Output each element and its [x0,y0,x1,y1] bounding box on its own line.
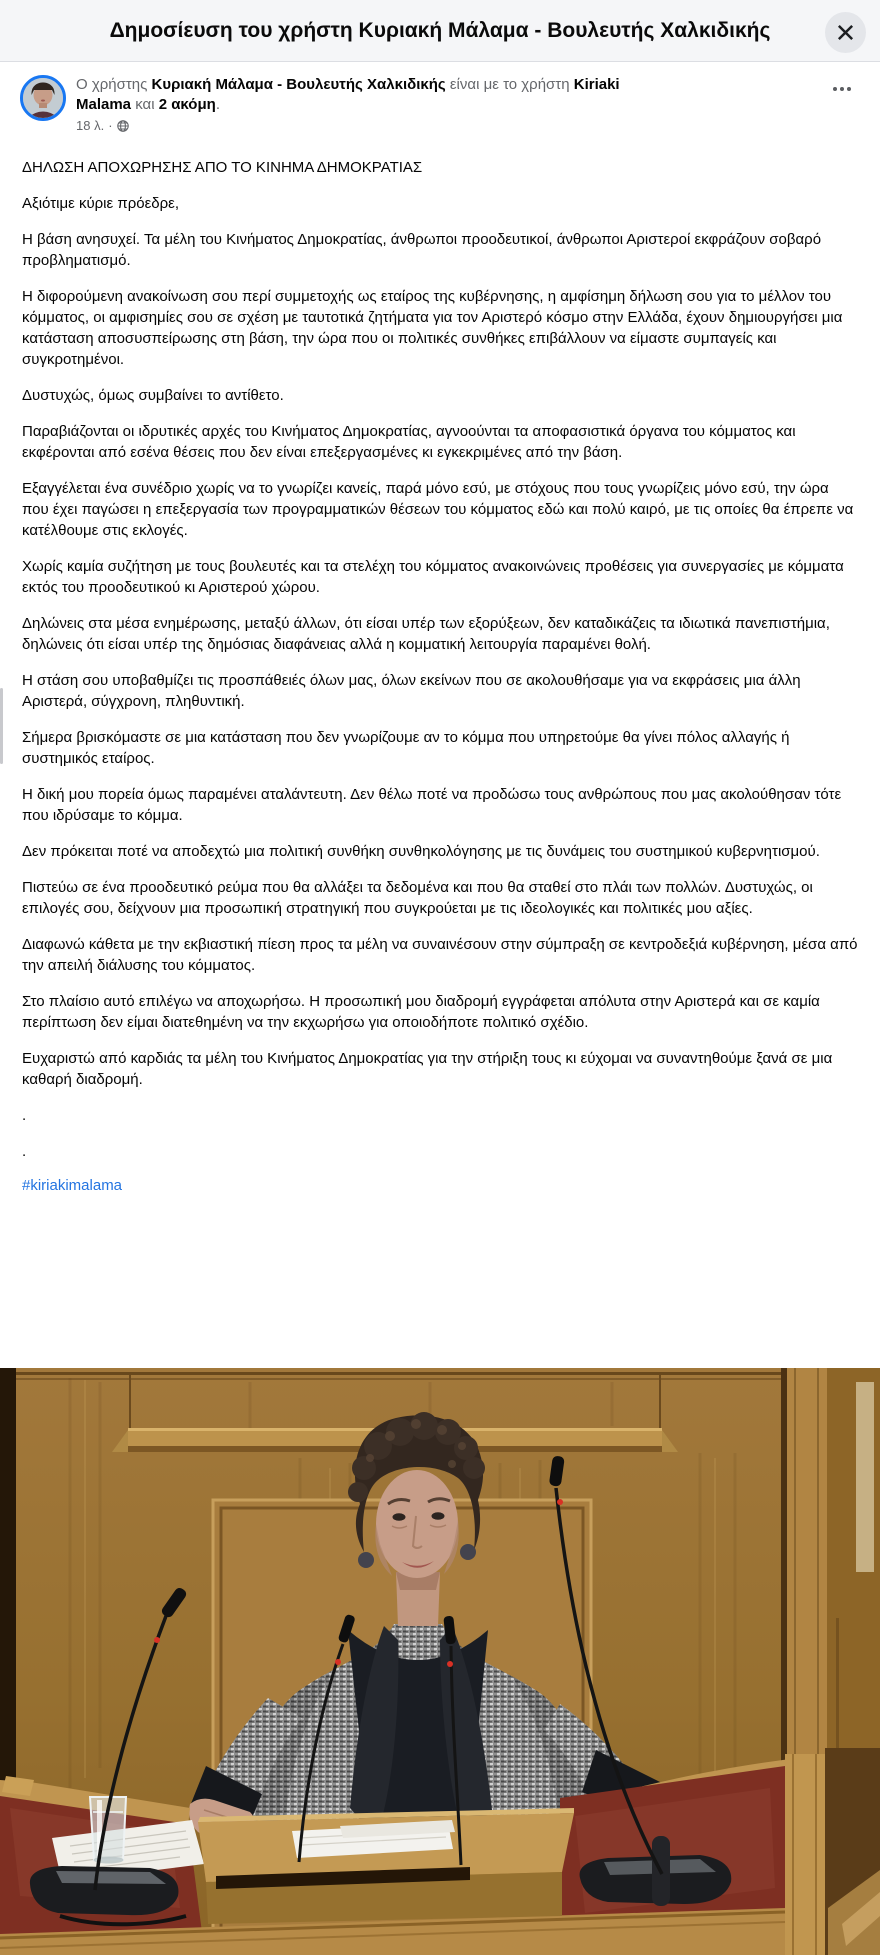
post-paragraph: ΔΗΛΩΣΗ ΑΠΟΧΩΡΗΣΗΣ ΑΠΟ ΤΟ ΚΙΝΗΜΑ ΔΗΜΟΚΡΑΤΙΑΣ [22,159,423,176]
post-paragraph: Δεν πρόκειται ποτέ να αποδεχτώ μια πολιτική συνθήκη συνθηκολόγησης με τις δυνάμεις του συστημικού κυβερνητισμού. [22,843,820,860]
timestamp-link[interactable]: 18 λ. [76,118,105,133]
byline [76,75,676,115]
byline-block [76,75,824,133]
avatar[interactable] [20,75,66,121]
post-paragraph: Η δική μου πορεία όμως παραμένει αταλάντευτη. Δεν θέλω ποτέ να προδώσω τους ανθρώπους που μας ακολούθησαν τότε που ιδρύσαμε το κόμμα. [22,786,842,824]
post-paragraph: Η διφορούμενη ανακοίνωση σου περί συμμετοχής ως εταίρος της κυβέρνησης, η αμφίσημη δήλωση σου για το μέλλον του κόμματος, οι αμφισημίες σου σε σχέση με ταυτοτικά ζητήματα για τον Αριστερό κόσμο στην Ελλάδα, έχουν δημιουργήσει μια κατάσταση αποσυσπείρωσης στη βάση, την ώρα που οι πολιτικές συνθήκες επιβάλλουν να είμαστε συμπαγείς και συγκροτημένοι. [22,288,843,368]
post-paragraph: Παραβιάζονται οι ιδρυτικές αρχές του Κινήματος Δημοκρατίας, αγνοούνται τα αποφασιστικά όργανα του κόμματος και εκφέρονται από εσένα θέσεις που δεν είναι επεξεργασμένες κι εγκεκριμένες από την βάση. [22,423,796,461]
tagged-user-link[interactable]: Kiriaki Malama [76,76,620,113]
avatar-image [23,78,63,118]
post-text [0,133,880,1208]
byline-prefix: Ο χρήστης [76,76,148,93]
byline-period: . [215,96,220,113]
post-paragraph: Ευχαριστώ από καρδιάς τα μέλη του Κινήματος Δημοκρατίας για την στήριξη τους κι εύχομαι να συναντηθούμε ξανά σε μια καθαρή διαδρομή. [22,1050,833,1088]
post-paragraph: Διαφωνώ κάθετα με την εκβιαστική πίεση προς τα μέλη να συναινέσουν στην σύμπραξη σε κεντροδεξιά κυβέρνηση, μέσα από την απειλή διάλυσης του κόμματος. [22,936,858,974]
modal-header [0,0,880,62]
post-paragraph: Η στάση σου υποβαθμίζει τις προσπάθειές όλων μας, όλων εκείνων που σε ακολουθήσαμε για να εκφράσεις μια άλλη Αριστερά, σύγχρονη, πληθυντική. [22,672,801,710]
author-link[interactable]: Κυριακή Μάλαμα - Βουλευτής Χαλκιδικής [151,76,446,93]
close-icon [836,23,855,42]
more-options-button[interactable] [824,75,860,103]
post-paragraph: . [22,1143,27,1160]
post-paragraph: Η βάση ανησυχεί. Τα μέλη του Κινήματος Δημοκρατίας, άνθρωποι προοδευτικοί, άνθρωποι Αριστεροί εκφράζουν σοβαρό προβληματισμό. [22,231,822,269]
post-paragraph: Δυστυχώς, όμως συμβαίνει το αντίθετο. [22,387,284,404]
byline-and: και [135,96,155,113]
meta-row [76,118,824,133]
post-paragraph: Πιστεύω σε ένα προοδευτικό ρεύμα που θα αλλάξει τα δεδομένα και που θα σταθεί στο πλάι των πολλών. Δυστυχώς, οι επιλογές σου, δείχνουν μια προσωπική στρατηγική που συγκρούεται με τις ιδεολογικές και πολιτικές μου αξίες. [22,879,813,917]
post-paragraph: Στο πλαίσιο αυτό επιλέγω να αποχωρήσω. Η προσωπική μου διαδρομή εγγράφεται απόλυτα στην Αριστερά και σε καμία περίπτωση δεν είμαι διατεθημένη να την εκχωρήσω για οποιοδήποτε πολιτικό σχέδιο. [22,993,820,1031]
meta-separator: · [108,118,113,133]
close-button[interactable] [825,12,866,53]
more-tagged-link[interactable]: 2 ακόμη [158,96,216,113]
post-paragraph: Αξιότιμε κύριε πρόεδρε, [22,195,180,212]
scroll-indicator [0,688,3,764]
parliament-photo [0,1368,880,1955]
byline-connector: είναι με το χρήστη [449,76,570,93]
post-paragraph: Εξαγγέλεται ένα συνέδριο χωρίς να το γνωρίζει κανείς, παρά μόνο εσύ, με στόχους που τους γνωρίζεις μόνο εσύ, την ώρα που έχει παγώσει η επεξεργασία των προγραμματικών θέσεων του κόμματος εδώ και πολύ καιρό, με τις οποίες θα έπρεπε να κατέλθουμε στις εκλογές. [22,480,854,539]
post-paragraph: Χωρίς καμία συζήτηση με τους βουλευτές και τα στελέχη του κόμματος ανακοινώνεις προθέσεις για συνεργασίες με κόμματα εκτός του προοδευτικού κι Αριστερού χώρου. [22,558,844,596]
more-options-icon [833,87,852,92]
post-paragraph: . [22,1107,27,1124]
post-paragraph: Σήμερα βρισκόμαστε σε μια κατάσταση που δεν γνωρίζουμε αν το κόμμα που υπηρετούμε θα γίνει πόλος αλλαγής ή συστημικός εταίρος. [22,729,790,767]
modal-title: Δημοσίευση του χρήστη Κυριακή Μάλαμα - Βουλευτής Χαλκιδικής [109,18,771,42]
post-paragraph: Δηλώνεις στα μέσα ενημέρωσης, μεταξύ άλλων, ότι είσαι υπέρ των εξορύξεων, δεν καταδικάζεις τα ιδιωτικά πανεπιστήμια, δηλώνεις ότι είσαι υπέρ της δημόσιας διαφάνειας αλλά η κομματική λειτουργία παραμένει θολή. [22,615,830,653]
post-header [0,62,880,133]
post-photo[interactable] [0,1368,880,1955]
hashtag-link[interactable]: #kiriakimalama [22,1177,123,1194]
globe-public-icon [117,120,129,132]
